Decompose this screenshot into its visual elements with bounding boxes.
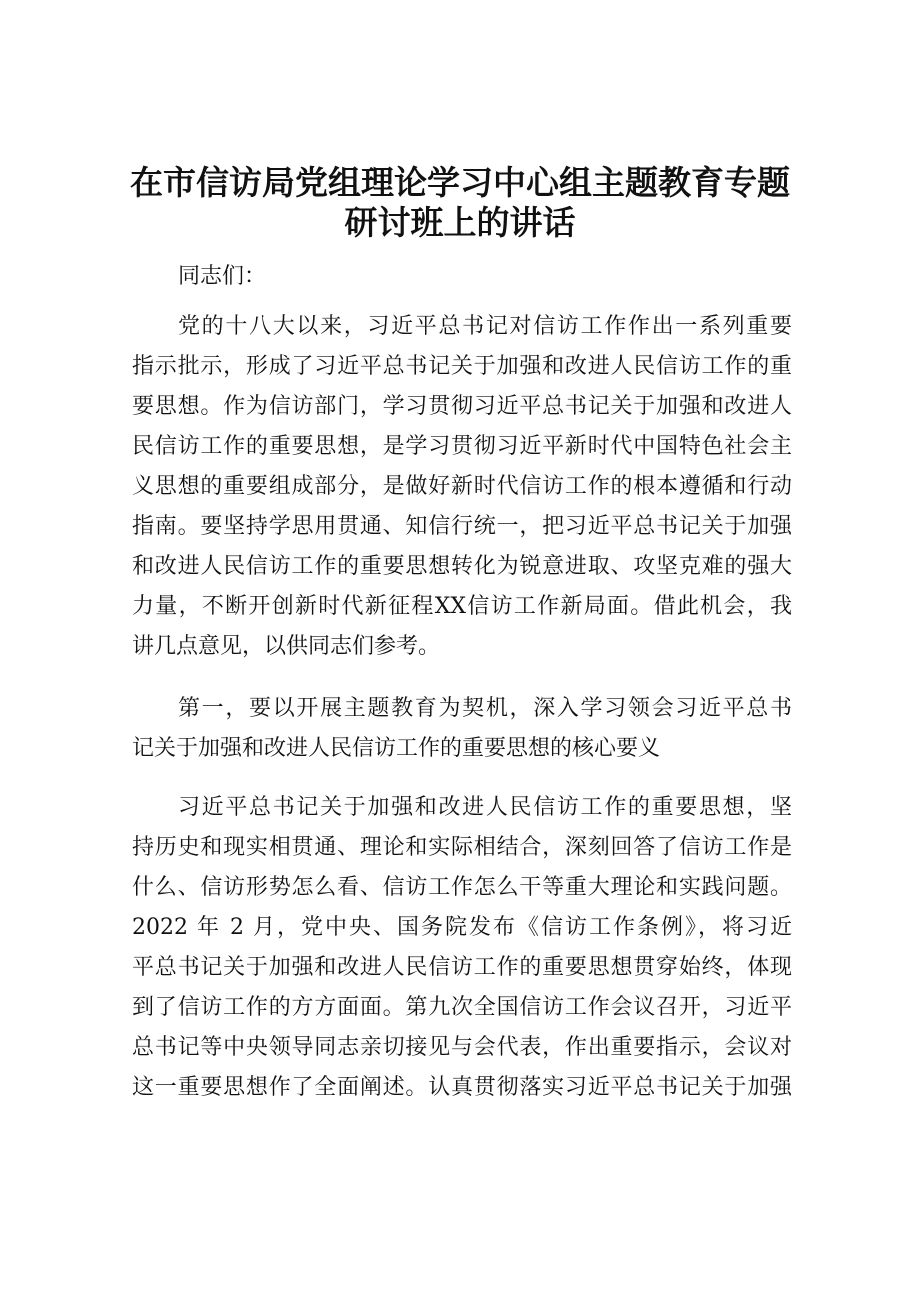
paragraph-line: 什么、信访形势怎么看、信访工作怎么干等重大理论和实践问题。	[132, 875, 792, 900]
paragraph-line: 持历史和现实相贯通、理论和实际相结合，深刻回答了信访工作是	[132, 835, 792, 860]
paragraph-line: 党的十八大以来，习近平总书记对信访工作作出一系列重要	[178, 314, 792, 339]
paragraph-line: 总书记等中央领导同志亲切接见与会代表，作出重要指示，会议对	[132, 1035, 792, 1060]
paragraph-line: 要思想。作为信访部门，学习贯彻习近平总书记关于加强和改进人	[132, 394, 792, 419]
paragraph-line: 到了信访工作的方方面面。第九次全国信访工作会议召开，习近平	[132, 995, 792, 1020]
paragraph-line: 义思想的重要组成部分，是做好新时代信访工作的根本遵循和行动	[132, 474, 792, 499]
section-heading-line: 第一，要以开展主题教育为契机，深入学习领会习近平总书	[178, 696, 792, 721]
paragraph-line: 指南。要坚持学思用贯通、知信行统一，把习近平总书记关于加强	[132, 514, 792, 539]
paragraph-line: 平总书记关于加强和改进人民信访工作的重要思想贯穿始终，体现	[132, 955, 792, 980]
document-title-line-2: 研讨班上的讲话	[344, 203, 576, 242]
salutation: 同志们：	[178, 264, 267, 289]
paragraph-line: 习近平总书记关于加强和改进人民信访工作的重要思想，坚	[178, 795, 792, 820]
paragraph-line: 力量，不断开创新时代新征程XX信访工作新局面。借此机会，我	[132, 594, 792, 619]
paragraph-line: 这一重要思想作了全面阐述。认真贯彻落实习近平总书记关于加强	[132, 1075, 792, 1100]
paragraph-line: 民信访工作的重要思想，是学习贯彻习近平新时代中国特色社会主	[132, 434, 792, 459]
paragraph-line: 讲几点意见，以供同志们参考。	[132, 634, 441, 659]
section-heading-line: 记关于加强和改进人民信访工作的重要思想的核心要义	[132, 736, 661, 761]
paragraph-line: 指示批示，形成了习近平总书记关于加强和改进人民信访工作的重	[132, 354, 792, 379]
paragraph-line: 和改进人民信访工作的重要思想转化为锐意进取、攻坚克难的强大	[132, 554, 792, 579]
paragraph-line: 2022 年 2 月，党中央、国务院发布《信访工作条例》，将习近	[132, 915, 792, 940]
document-title-line-1: 在市信访局党组理论学习中心组主题教育专题	[130, 163, 790, 202]
